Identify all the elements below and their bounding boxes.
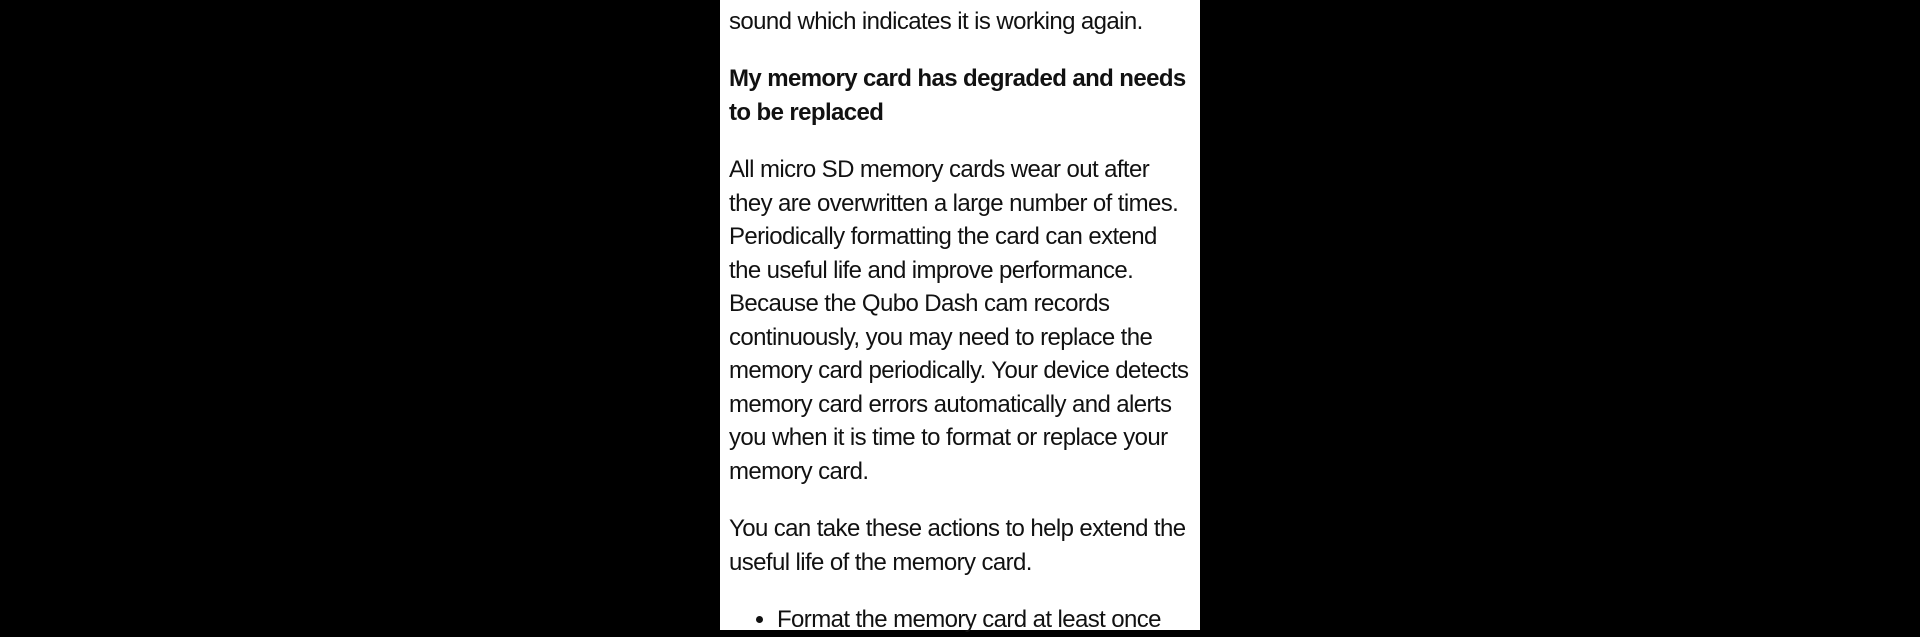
body-paragraph-extend-life: You can take these actions to help extend the useful life of the memory card. — [729, 515, 1186, 576]
article-panel — [720, 0, 1200, 633]
tips-list — [729, 603, 1191, 637]
list-item: • Format the memory card at least once — [777, 603, 1191, 637]
intro-paragraph: sound which indicates it is working again. — [729, 7, 1143, 35]
article-content — [729, 0, 1191, 637]
section-heading: My memory card has degraded and needs to be replaced — [729, 65, 1186, 126]
body-paragraph-memory-card-wear: All micro SD memory cards wear out after they are overwritten a large number of times. Periodically formatting the card can extend the useful life and improve performance. Because the Qubo Dash cam records continuously, you may need to replace the memory card periodically. Your device detects memory card errors automatically and alerts you when it is time to format or replace your memory card. — [729, 156, 1189, 485]
